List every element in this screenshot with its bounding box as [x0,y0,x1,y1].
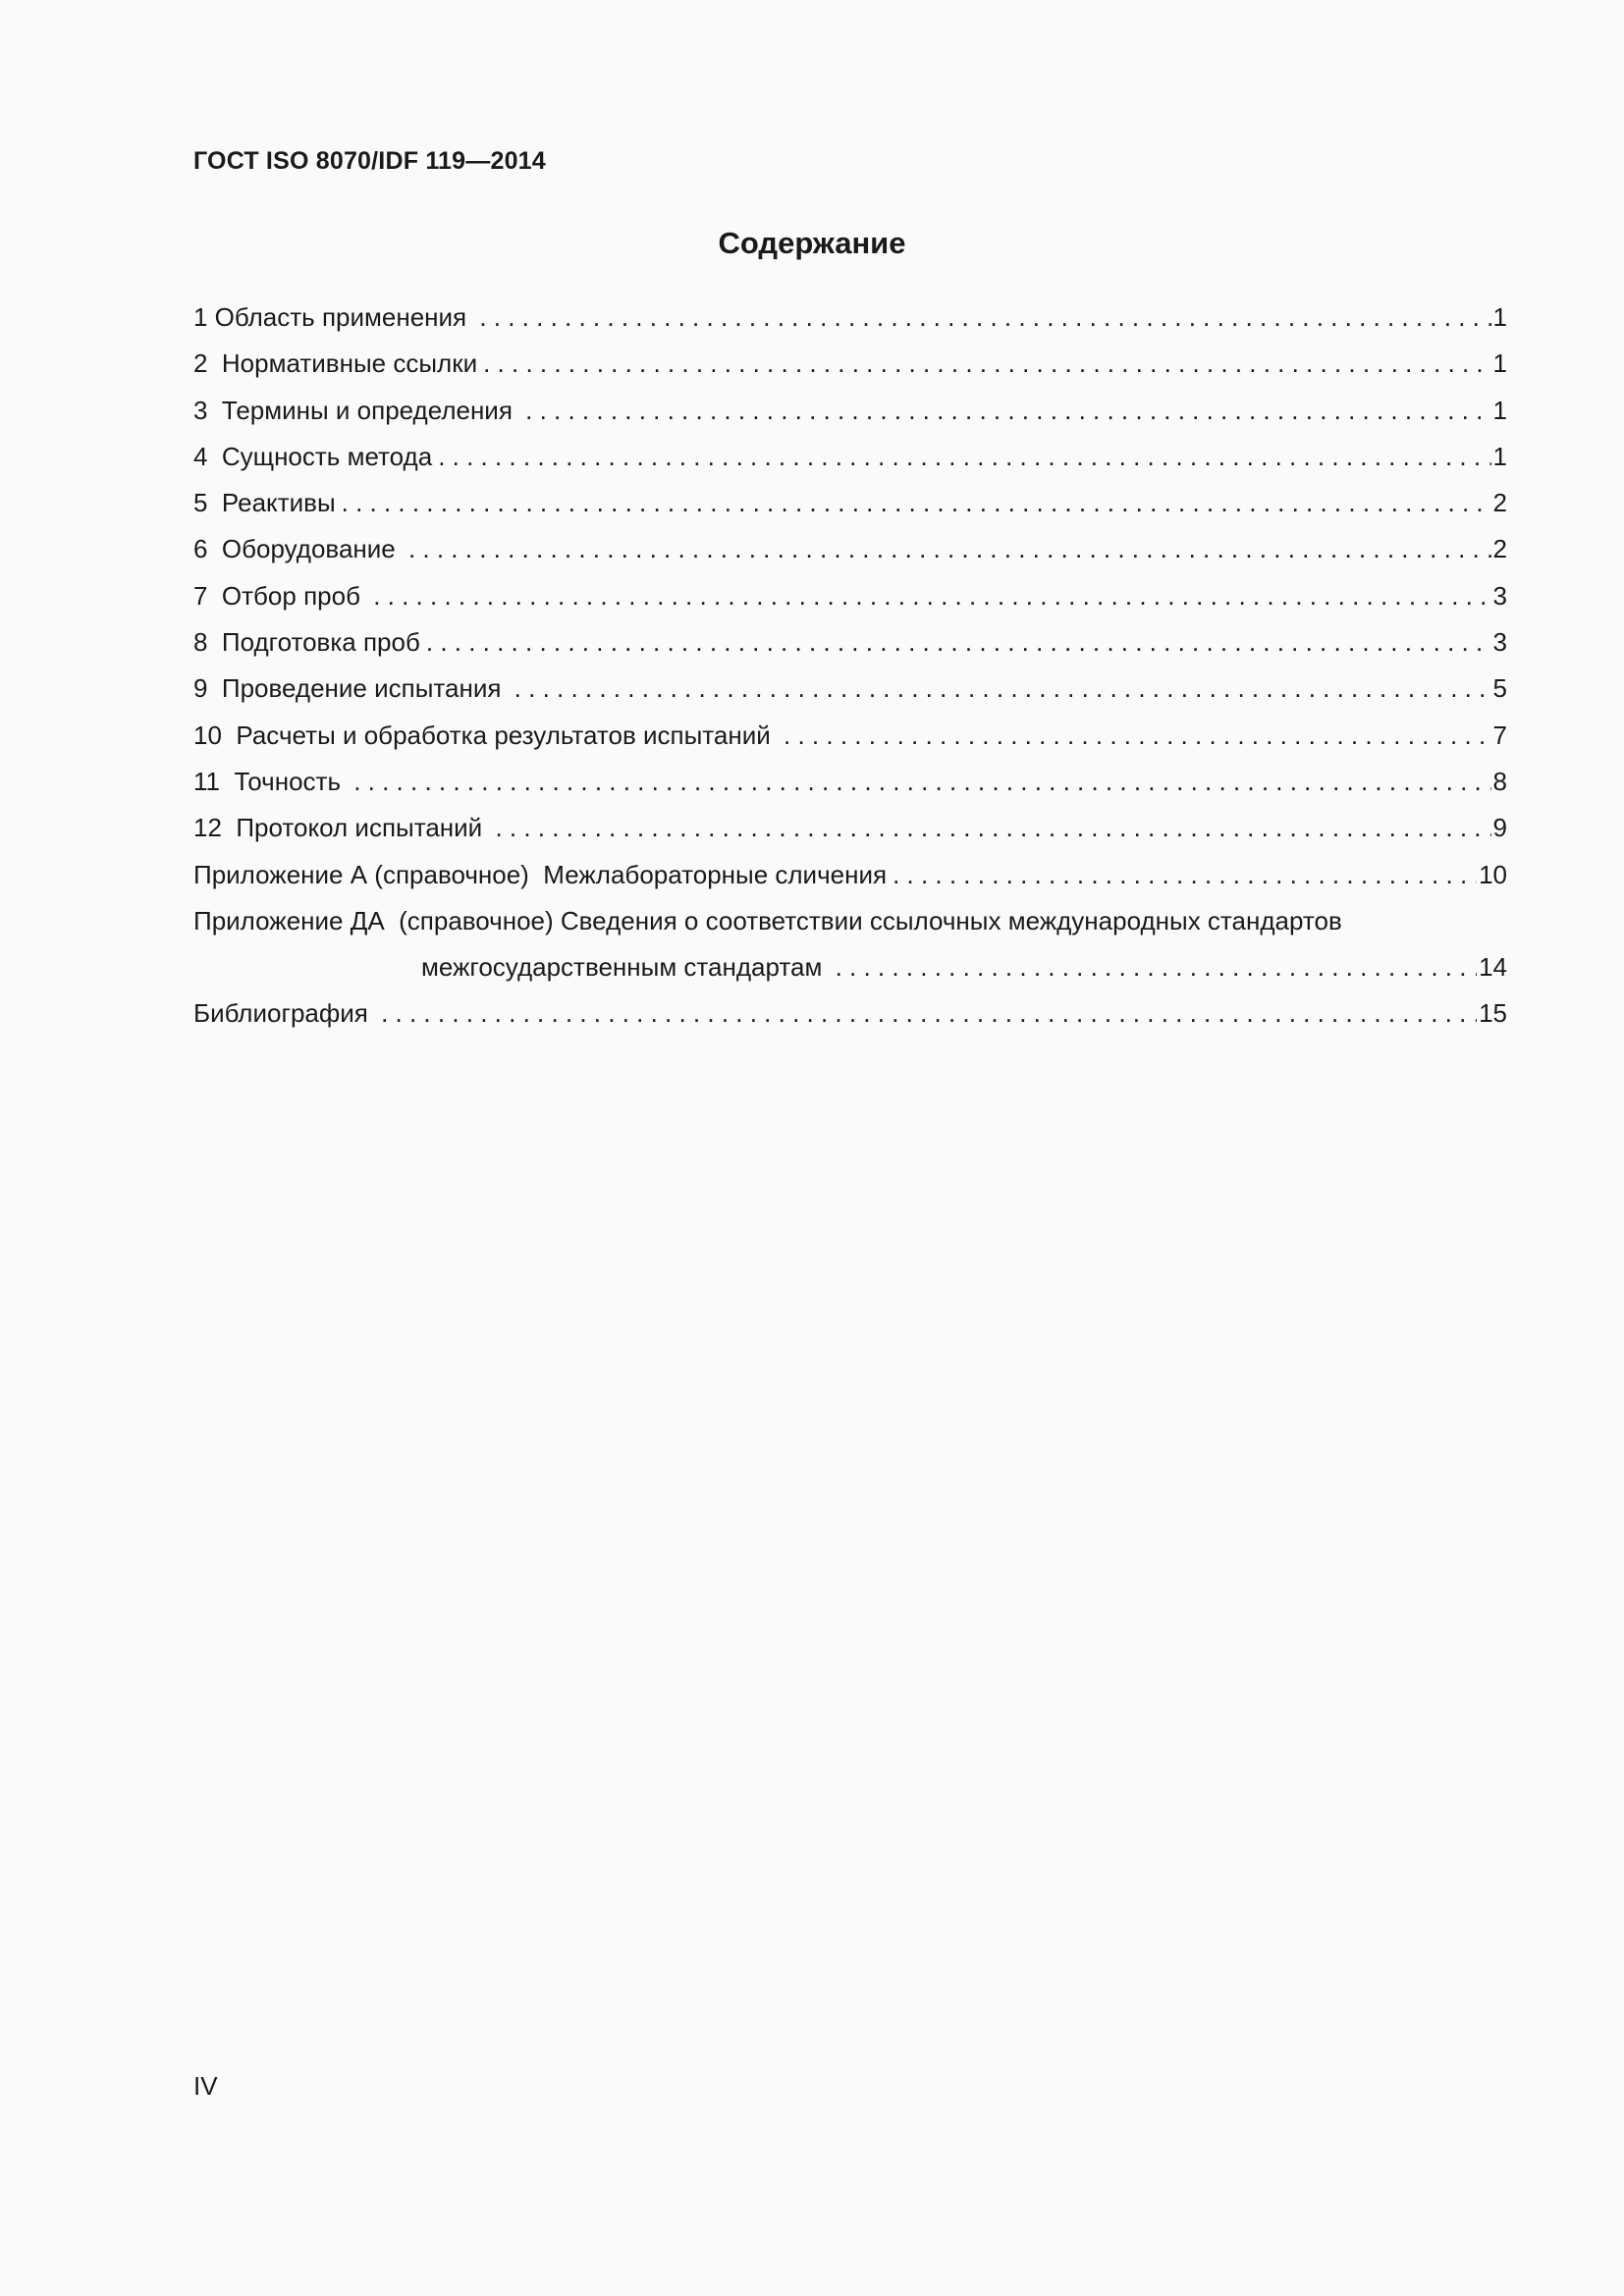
toc-entry-title: 12 Протокол испытаний [193,813,490,843]
toc-leader-dots [479,294,1490,341]
toc-entry[interactable] [193,388,1507,434]
toc-entry[interactable] [193,573,1507,619]
toc-entry[interactable] [193,666,1507,712]
toc-entry-title: 1 Область применения [193,302,474,332]
toc-entry[interactable] [193,480,1507,526]
toc-entry[interactable] [193,341,1507,387]
toc-entry-title: 7 Отбор проб [193,580,368,611]
toc-entry-title: 8 Подготовка проб [193,627,420,658]
toc-entry[interactable] [193,805,1507,851]
document-standard-code: ГОСТ ISO 8070/IDF 119—2014 [193,147,546,175]
toc-entry-title-continued: межгосударственным стандартам [421,952,830,983]
toc-entry-page: 10 [1479,859,1507,889]
toc-entry-title: Библиография [193,998,376,1029]
toc-leader-dots [426,619,1491,666]
toc-leader-dots [525,388,1490,434]
toc-leader-dots [438,434,1490,480]
toc-leader-dots [784,713,1491,759]
toc-leader-dots [514,666,1491,712]
toc-entry-page: 1 [1492,348,1507,379]
toc-title: Содержание [718,226,906,260]
toc-entry-page: 3 [1492,580,1507,611]
toc-entry-title: Приложение А (справочное) Межлабораторные сличения [193,859,888,889]
toc-entry-title: 11 Точность [193,766,349,796]
toc-entry[interactable] [193,434,1507,480]
toc-entry-page: 9 [1492,813,1507,843]
toc-entry[interactable] [193,713,1507,759]
toc-leader-dots [408,526,1491,572]
toc-leader-dots [893,852,1477,898]
toc-entry-title: Приложение ДА (справочное) Сведения о соответствии ссылочных международных стандартов [193,905,1342,935]
toc-entry-page: 1 [1492,302,1507,332]
toc-entry-title: 6 Оборудование [193,534,403,564]
toc-entry[interactable] [193,759,1507,805]
toc-entry-annex-da[interactable] [193,898,1507,991]
toc-entry[interactable] [193,852,1507,898]
toc-entry-page: 1 [1492,441,1507,471]
toc-entry-bibliography[interactable] [193,990,1507,1037]
toc-entry[interactable] [193,526,1507,572]
toc-entry-page: 2 [1492,488,1507,518]
toc-entry-title: 5 Реактивы [193,488,336,518]
toc-leader-dots [373,573,1490,619]
toc-entry-title: 4 Сущность метода [193,441,433,471]
toc-entry-title: 9 Проведение испытания [193,673,509,704]
table-of-contents [193,294,1507,1038]
toc-leader-dots [381,990,1477,1037]
toc-entry-title: 3 Термины и определения [193,395,520,425]
toc-entry[interactable] [193,294,1507,341]
toc-entry-page: 1 [1492,395,1507,425]
toc-entry-page: 5 [1492,673,1507,704]
toc-entry-page: 15 [1479,998,1507,1029]
toc-leader-dots [342,480,1491,526]
toc-entry-title: 2 Нормативные ссылки [193,348,478,379]
page-number: IV [193,2071,218,2101]
toc-leader-dots [836,944,1478,990]
toc-entry-title: 10 Расчеты и обработка результатов испытаний [193,720,779,750]
toc-entry[interactable] [193,619,1507,666]
toc-entry-page: 7 [1492,720,1507,750]
toc-entry-page: 8 [1492,766,1507,796]
toc-entry-page: 2 [1492,534,1507,564]
toc-leader-dots [353,759,1490,805]
toc-leader-dots [483,341,1490,387]
toc-entry-page: 3 [1492,627,1507,658]
toc-leader-dots [495,805,1490,851]
toc-entry-page: 14 [1479,952,1507,983]
